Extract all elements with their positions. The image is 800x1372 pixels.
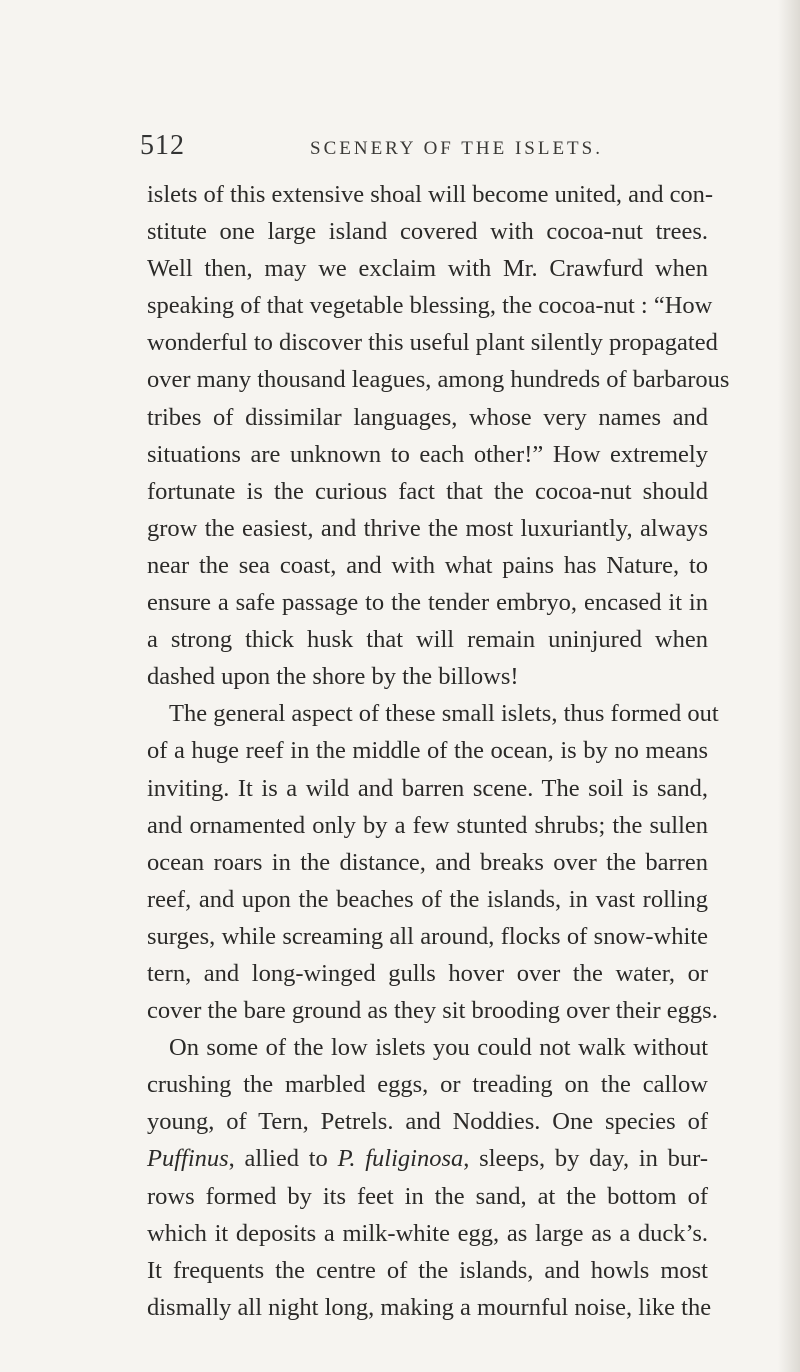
text-line: wonderful to discover this useful plant silently propagated xyxy=(147,329,718,357)
text-line: ensure a safe passage to the tender embryo, encased it in xyxy=(147,589,708,617)
body-text xyxy=(147,176,730,1326)
text-line: grow the easiest, and thrive the most luxuriantly, always xyxy=(147,514,708,542)
text-line: over many thousand leagues, among hundreds of barbarous xyxy=(147,366,730,394)
text-line: crushing the marbled eggs, or treading on the callow xyxy=(147,1071,708,1099)
text-line: surges, while screaming all around, flocks of snow-white xyxy=(147,922,708,950)
text-line: It frequents the centre of the islands, and howls most xyxy=(147,1256,708,1284)
text-line: tribes of dissimilar languages, whose very names and xyxy=(147,403,708,431)
text-line: and ornamented only by a few stunted shrubs; the sullen xyxy=(147,811,708,839)
text-line: fortunate is the curious fact that the cocoa-nut should xyxy=(147,477,708,505)
text-line: tern, and long-winged gulls hover over the water, or xyxy=(147,959,708,987)
text-line: young, of Tern, Petrels. and Noddies. One species of xyxy=(147,1108,708,1136)
text-line: which it deposits a milk-white egg, as large as a duck’s. xyxy=(147,1219,708,1247)
text-line: inviting. It is a wild and barren scene. The soil is sand, xyxy=(147,774,708,802)
text-line: Well then, may we exclaim with Mr. Crawfurd when xyxy=(147,255,708,283)
text-line: a strong thick husk that will remain uninjured when xyxy=(147,626,708,654)
text-line: cover the bare ground as they sit brooding over their eggs. xyxy=(147,997,718,1025)
text-line: Puffinus, allied to P. fuliginosa, sleeps, by day, in bur- xyxy=(147,1145,708,1173)
text-line: situations are unknown to each other!” How extremely xyxy=(147,440,708,468)
text-line: On some of the low islets you could not walk without xyxy=(169,1034,708,1062)
text-line: speaking of that vegetable blessing, the cocoa-nut : “How xyxy=(147,292,713,320)
text-line: ocean roars in the distance, and breaks over the barren xyxy=(147,848,708,876)
text-line: islets of this extensive shoal will become united, and con- xyxy=(147,181,714,208)
text-line: of a huge reef in the middle of the ocean, is by no means xyxy=(147,737,708,765)
text-line: dismally all night long, making a mournful noise, like the xyxy=(147,1293,712,1321)
page-number: 512 xyxy=(140,130,185,161)
text-line: The general aspect of these small islets, thus formed out xyxy=(169,700,719,728)
page-header xyxy=(140,130,700,166)
text-line: stitute one large island covered with cocoa-nut trees. xyxy=(147,218,708,246)
page-edge-shadow xyxy=(778,0,800,1372)
text-line: dashed upon the shore by the billows! xyxy=(147,663,519,691)
text-line: rows formed by its feet in the sand, at the bottom of xyxy=(147,1182,708,1210)
text-line: reef, and upon the beaches of the islands, in vast rolling xyxy=(147,885,708,913)
running-head: SCENERY OF THE ISLETS. xyxy=(310,138,603,159)
text-line: near the sea coast, and with what pains has Nature, to xyxy=(147,551,708,579)
